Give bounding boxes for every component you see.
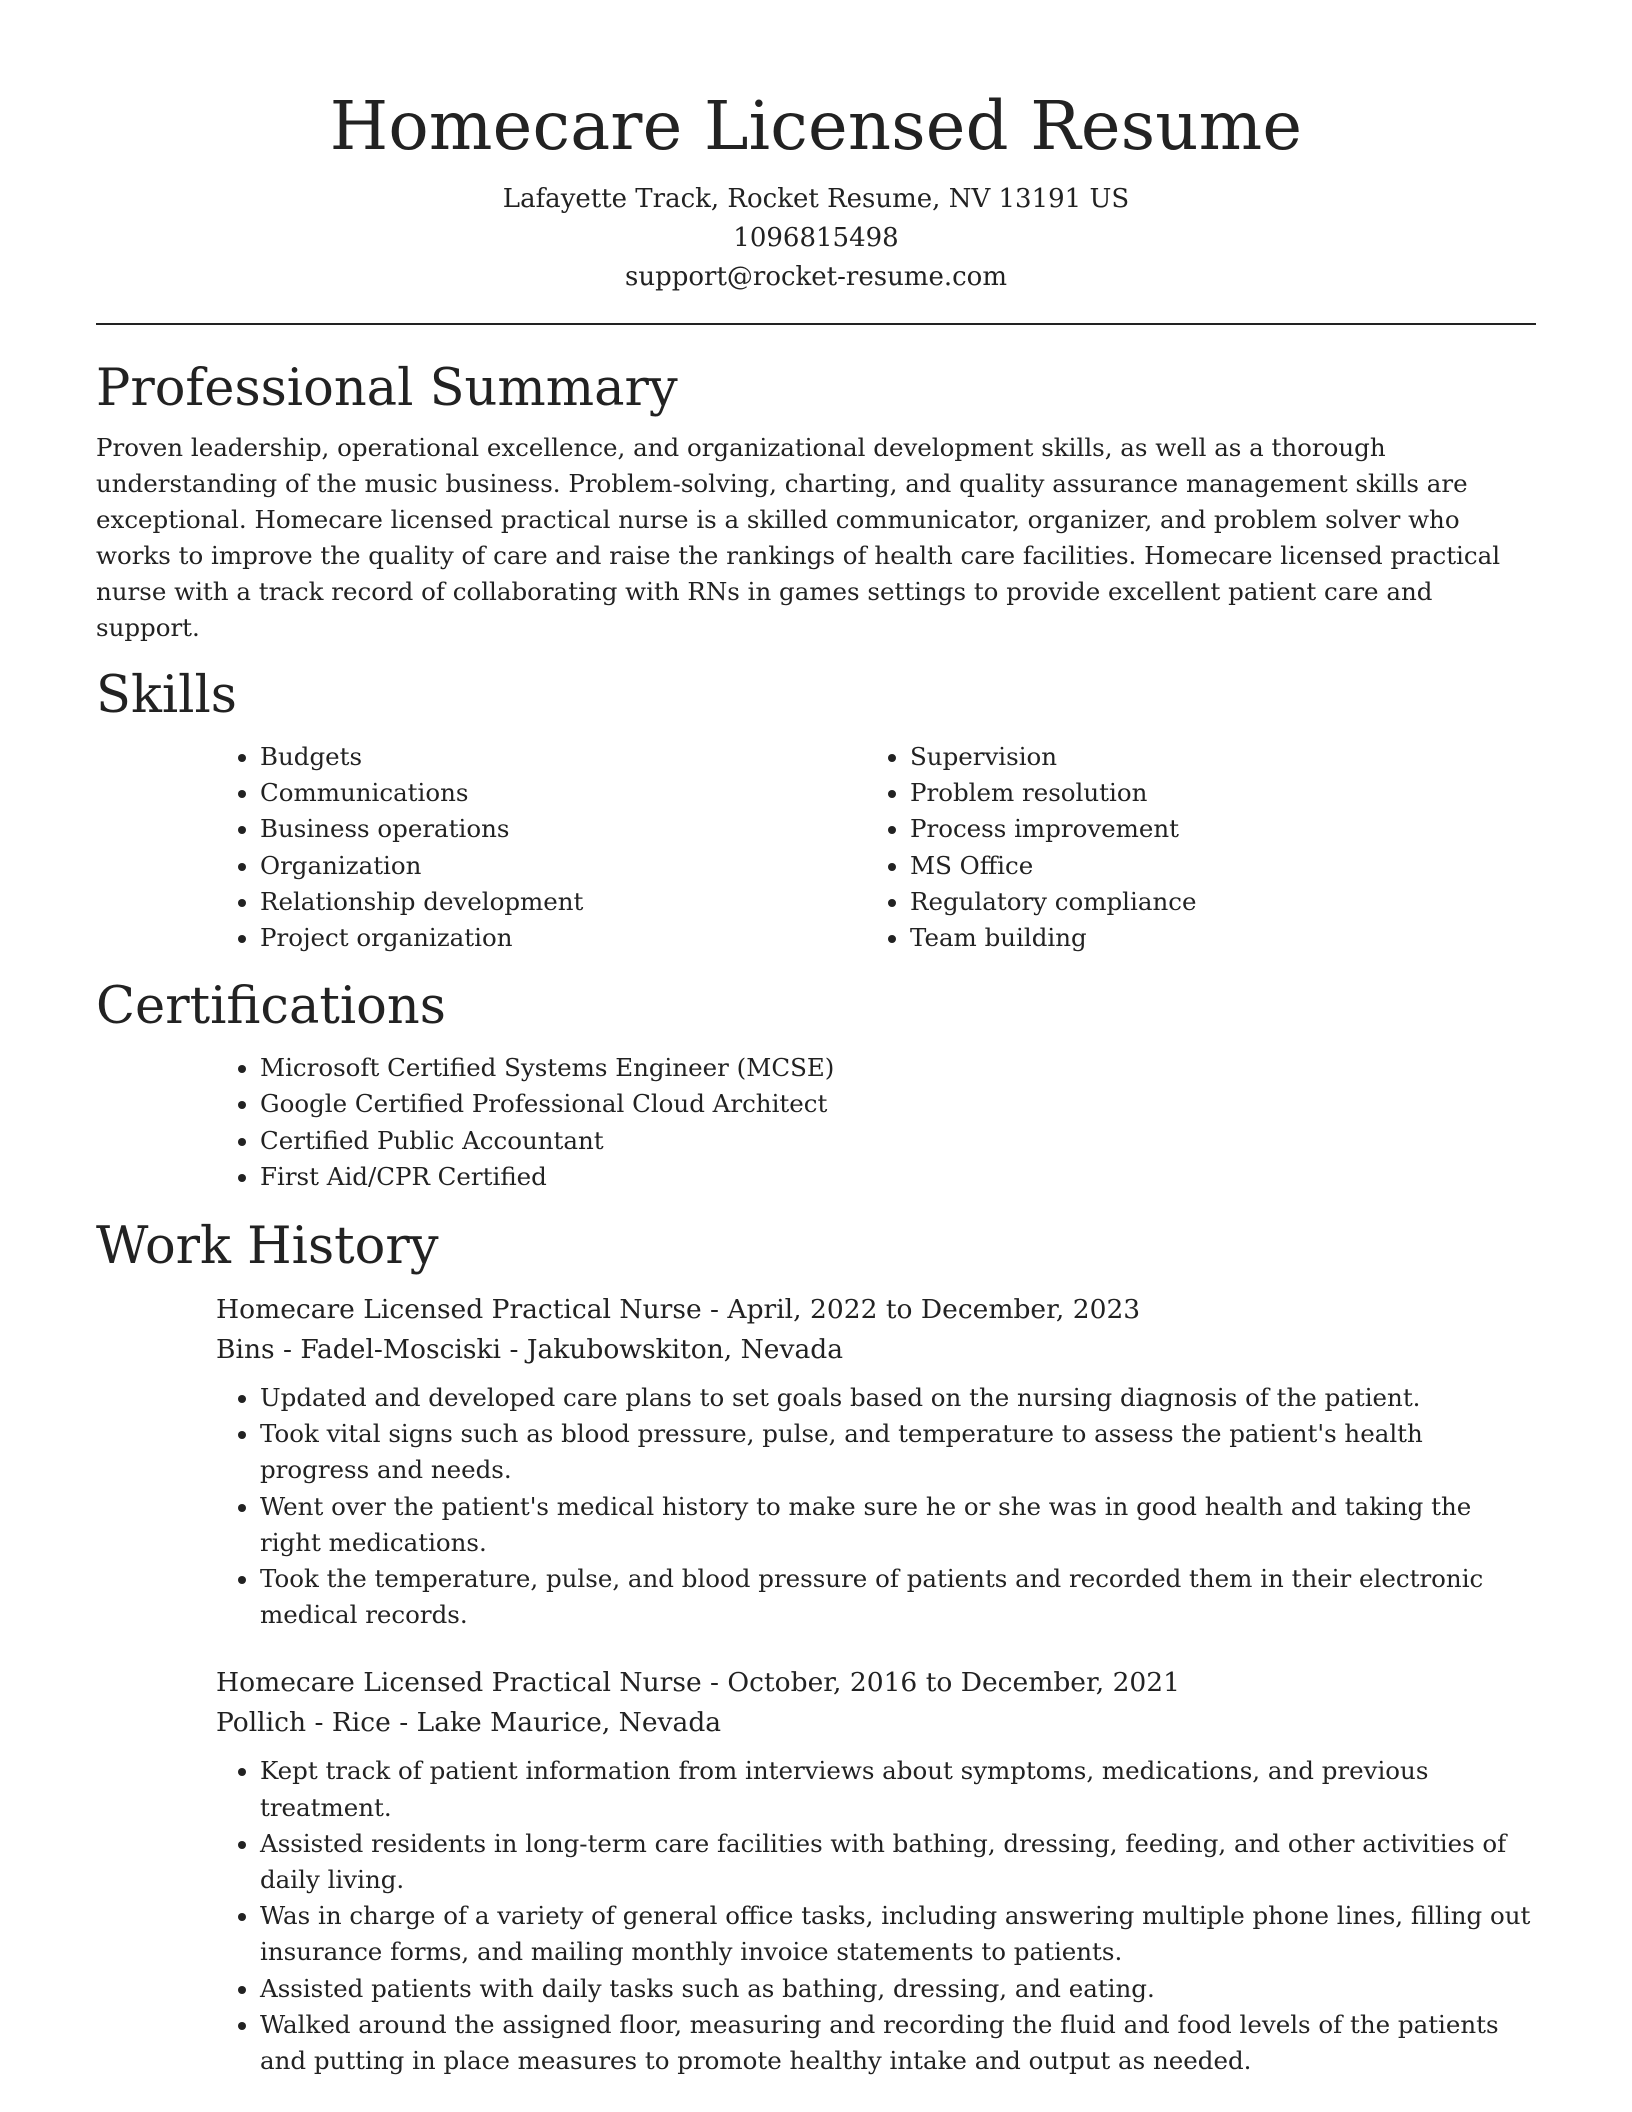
list-item: • Project organization bbox=[260, 920, 866, 956]
list-item: • Team building bbox=[910, 920, 1516, 956]
contact-phone: 1096815498 bbox=[733, 223, 899, 253]
list-item: • Supervision bbox=[910, 739, 1516, 775]
skills-list-right bbox=[866, 739, 1516, 956]
list-item: • Business operations bbox=[260, 811, 866, 847]
list-item: • Communications bbox=[260, 775, 866, 811]
list-item: • Process improvement bbox=[910, 811, 1516, 847]
certifications-heading: Certifications bbox=[96, 977, 446, 1037]
job-company: Pollich - Rice - Lake Maurice, Nevada bbox=[216, 1707, 722, 1739]
contact-block bbox=[96, 180, 1536, 297]
header-divider bbox=[96, 323, 1536, 325]
summary-heading: Professional Summary bbox=[96, 359, 678, 418]
list-item: • Assisted residents in long-term care facilities with bathing, dressing, feeding, and other activities of daily living. bbox=[260, 1826, 1536, 1898]
certifications-list bbox=[216, 1050, 1536, 1195]
job-title: Homecare Licensed Practical Nurse - April, 2022 to December, 2023 bbox=[216, 1294, 1141, 1326]
list-item: • Google Certified Professional Cloud Architect bbox=[260, 1086, 1536, 1122]
certifications-section bbox=[96, 976, 1536, 1195]
summary-section bbox=[96, 358, 1536, 646]
list-item: • Walked around the assigned floor, measuring and recording the fluid and food levels of the patients and putting in place measures to promote healthy intake and output as needed. bbox=[260, 2007, 1536, 2079]
list-item: • First Aid/CPR Certified bbox=[260, 1159, 1536, 1195]
summary-text: Proven leadership, operational excellence, and organizational development skills, as well as a thorough understanding of the music business. Problem-solving, charting, and quality assurance management skills are exceptional. Homecare licensed practical nurse is a skilled communicator, organizer, and problem solver who works to improve the quality of care and raise the rankings of health care facilities. Homecare licensed practical nurse with a track record of collaborating with RNs in games settings to provide excellent patient care and support. bbox=[96, 433, 1501, 642]
list-item: • Certified Public Accountant bbox=[260, 1123, 1536, 1159]
job-company: Bins - Fadel-Mosciski - Jakubowskiton, Nevada bbox=[216, 1334, 844, 1366]
list-item: • Regulatory compliance bbox=[910, 884, 1516, 920]
skills-heading: Skills bbox=[96, 666, 237, 725]
list-item: • Took vital signs such as blood pressure, pulse, and temperature to assess the patient's health progress and needs. bbox=[260, 1416, 1536, 1488]
job-title: Homecare Licensed Practical Nurse - October, 2016 to December, 2021 bbox=[216, 1667, 1181, 1699]
resume-title: Homecare Licensed Resume bbox=[329, 87, 1303, 165]
resume-page bbox=[96, 0, 1536, 2079]
list-item: • Organization bbox=[260, 848, 866, 884]
skills-grid bbox=[216, 739, 1536, 956]
job-entry bbox=[216, 1290, 1536, 1633]
list-item: • Assisted patients with daily tasks such as bathing, dressing, and eating. bbox=[260, 1971, 1536, 2007]
list-item: • Microsoft Certified Systems Engineer (MCSE) bbox=[260, 1050, 1536, 1086]
skills-list-left bbox=[216, 739, 866, 956]
resume-header bbox=[96, 0, 1536, 297]
list-item: • Budgets bbox=[260, 739, 866, 775]
job-entry bbox=[216, 1663, 1536, 2079]
list-item: • MS Office bbox=[910, 848, 1516, 884]
contact-email: support@rocket-resume.com bbox=[624, 262, 1007, 292]
work-history-section bbox=[96, 1216, 1536, 2079]
list-item: • Was in charge of a variety of general office tasks, including answering multiple phone lines, filling out insurance forms, and mailing monthly invoice statements to patients. bbox=[260, 1898, 1536, 1970]
list-item: • Updated and developed care plans to set goals based on the nursing diagnosis of the patient. bbox=[260, 1380, 1536, 1416]
job-bullets bbox=[216, 1380, 1536, 1633]
job-bullets bbox=[216, 1753, 1536, 2079]
list-item: • Kept track of patient information from interviews about symptoms, medications, and previous treatment. bbox=[260, 1753, 1536, 1825]
list-item: • Problem resolution bbox=[910, 775, 1516, 811]
list-item: • Took the temperature, pulse, and blood pressure of patients and recorded them in their electronic medical records. bbox=[260, 1561, 1536, 1633]
work-history-heading: Work History bbox=[96, 1217, 439, 1277]
skills-column-right bbox=[866, 739, 1516, 956]
list-item: • Went over the patient's medical history to make sure he or she was in good health and taking the right medications. bbox=[260, 1489, 1536, 1561]
skills-section bbox=[96, 665, 1536, 956]
contact-address: Lafayette Track, Rocket Resume, NV 13191 US bbox=[502, 184, 1130, 214]
skills-column-left bbox=[216, 739, 866, 956]
list-item: • Relationship development bbox=[260, 884, 866, 920]
